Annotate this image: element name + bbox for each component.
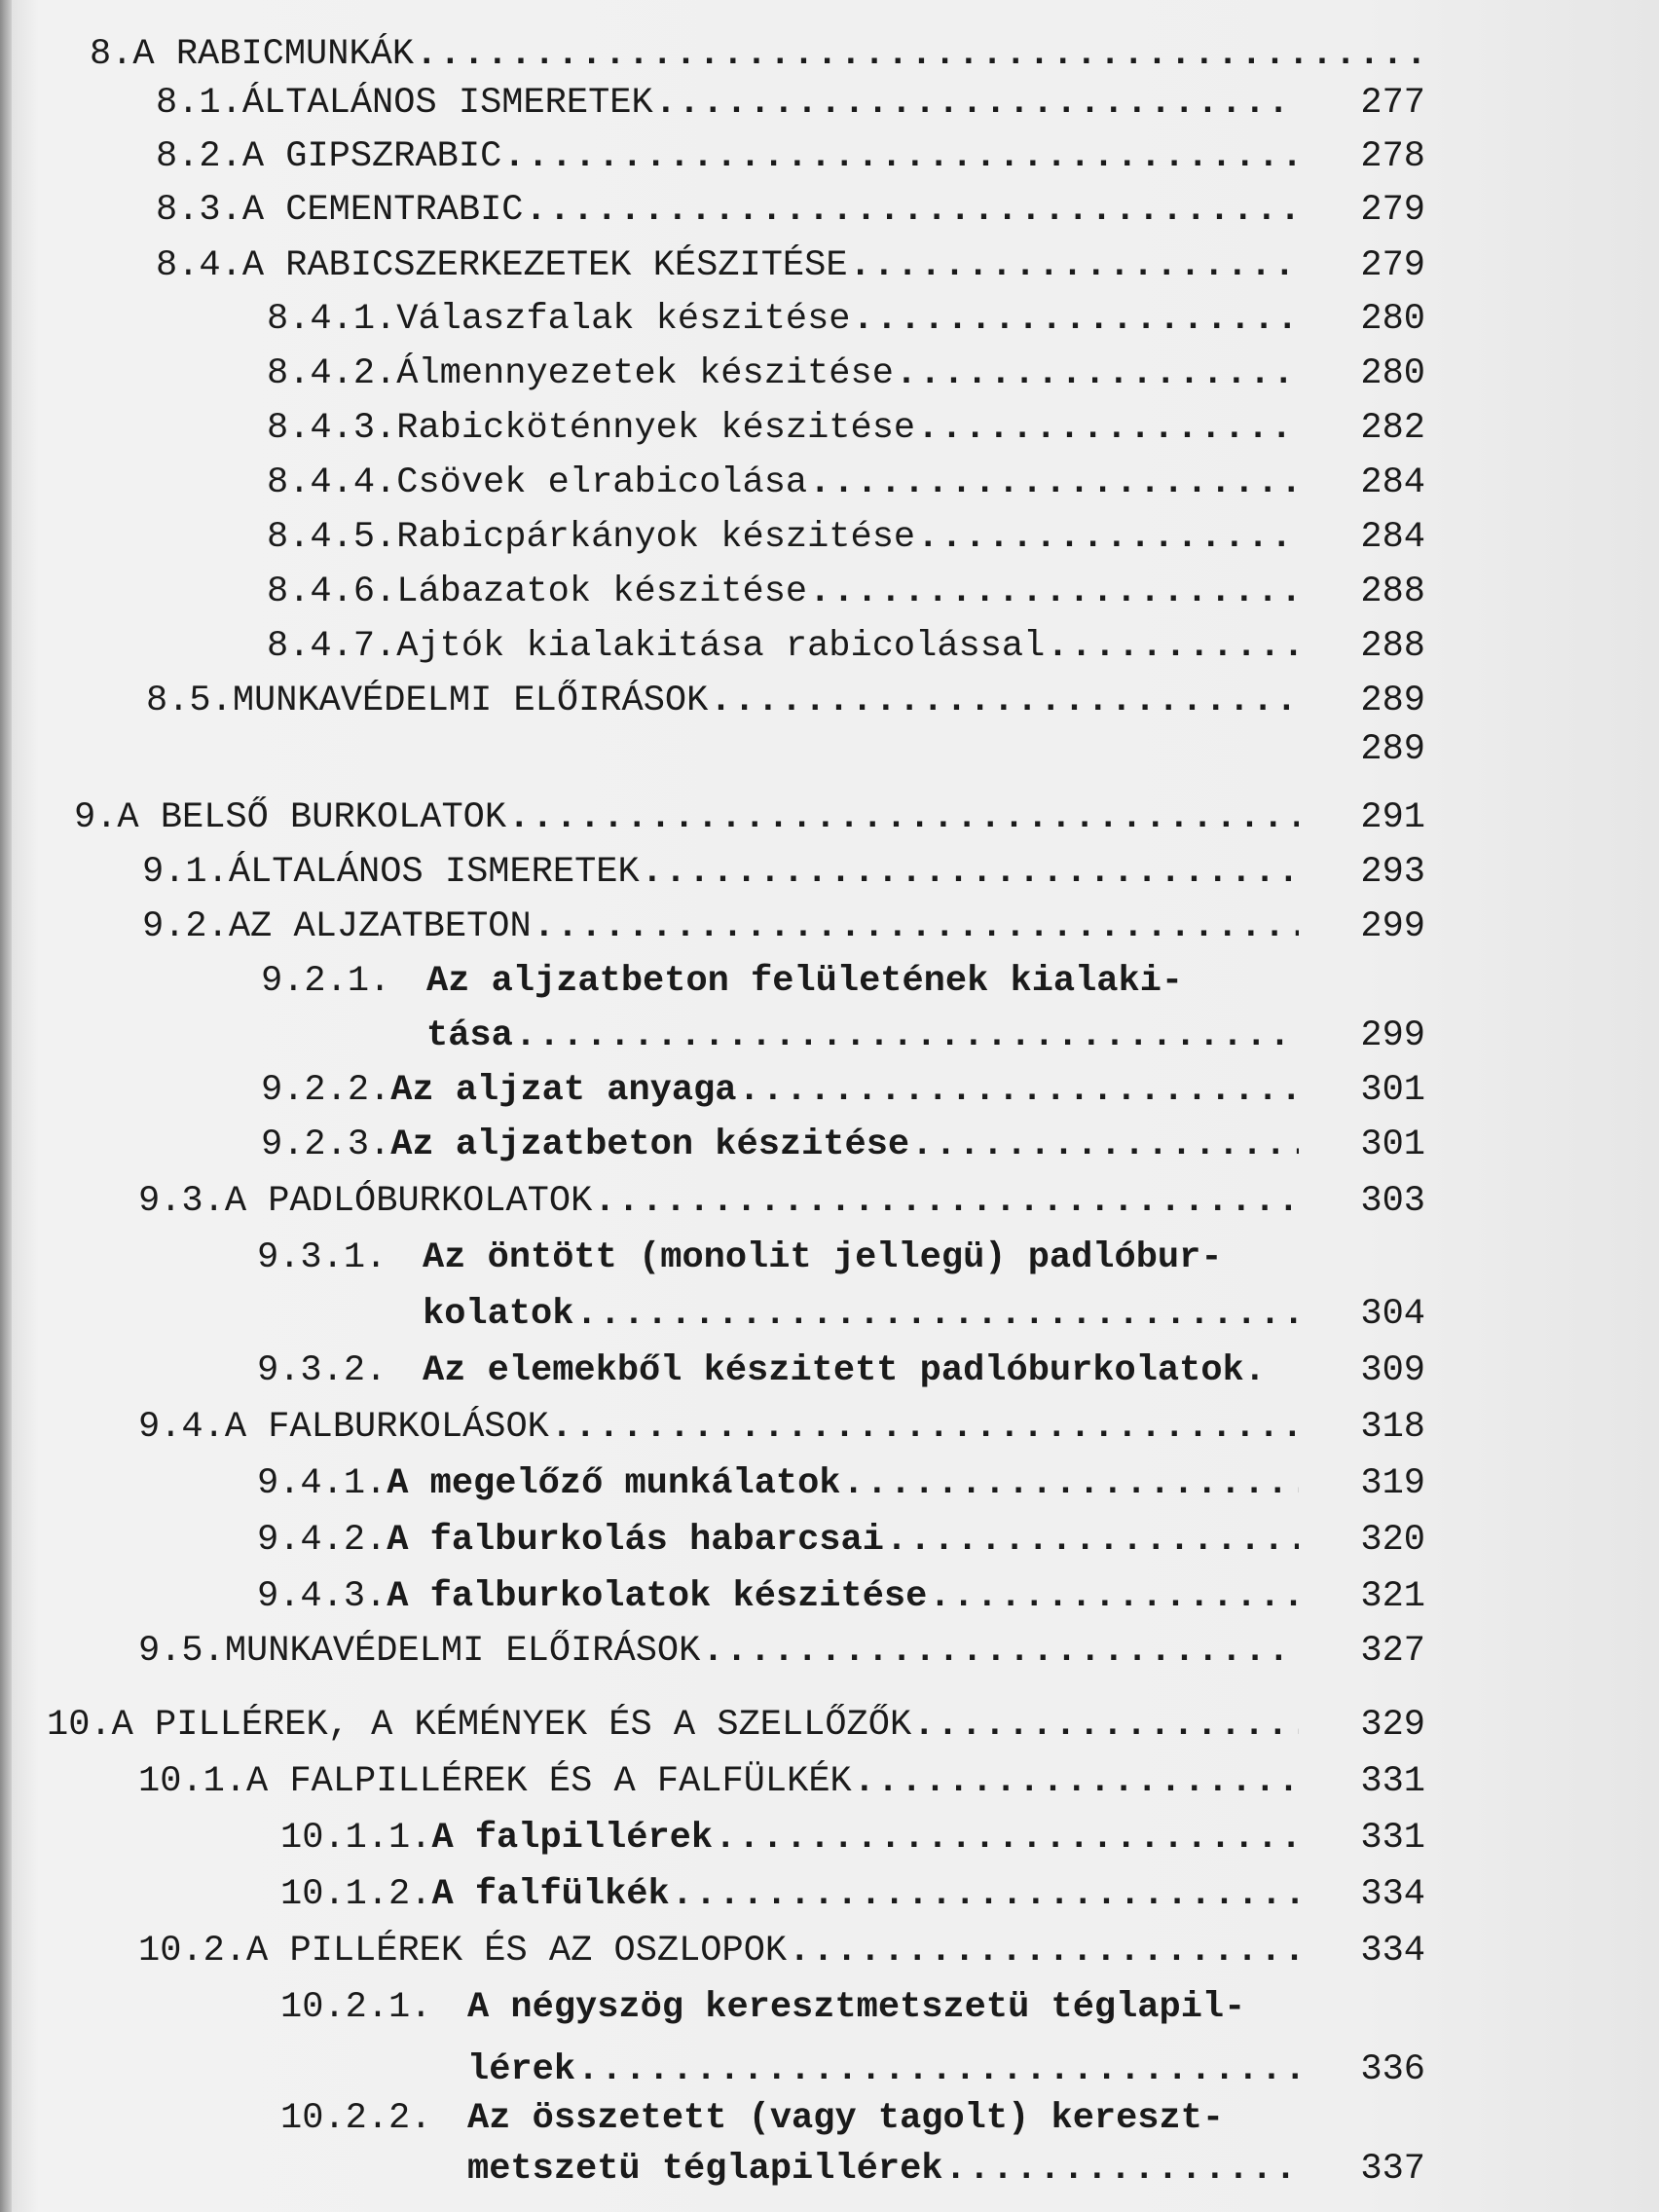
toc-page-number: 321 xyxy=(1360,1576,1425,1617)
toc-leader-dots xyxy=(911,1118,1299,1172)
toc-title: Rabicpárkányok készitése xyxy=(396,517,916,558)
toc-entry xyxy=(257,1231,1425,1285)
toc-title: lérek xyxy=(467,2049,576,2090)
toc-leader-dots xyxy=(809,565,1299,619)
toc-number: 8.5. xyxy=(146,681,233,721)
toc-leader-dots xyxy=(917,401,1299,456)
toc-page-number: 299 xyxy=(1360,906,1425,947)
toc-leader-dots xyxy=(642,845,1299,900)
toc-number: 9.4.2. xyxy=(257,1520,387,1561)
toc-title: A PILLÉREK, A KÉMÉNYEK ÉS A SZELLŐZŐK xyxy=(111,1705,912,1746)
toc-number: 8.4.5. xyxy=(267,517,397,558)
toc-title: MUNKAVÉDELMI ELŐIRÁSOK xyxy=(232,681,709,721)
toc-entry xyxy=(156,129,1425,184)
toc-title: A BELSŐ BURKOLATOK xyxy=(117,797,507,838)
toc-entry xyxy=(257,1456,1425,1511)
toc-number: 9.3.2. xyxy=(257,1350,387,1391)
toc-leader-dots xyxy=(575,1287,1299,1342)
toc-number: 9.4. xyxy=(138,1407,225,1448)
toc-title: AZ ALJZATBETON xyxy=(228,906,532,947)
toc-number: 10.1. xyxy=(138,1761,247,1802)
toc-leader-dots xyxy=(672,1867,1299,1922)
toc-number: 8.1. xyxy=(156,83,242,124)
toc-entry xyxy=(267,401,1425,456)
toc-title: A PADLÓBURKOLATOK xyxy=(224,1181,593,1222)
toc-page-number: 319 xyxy=(1360,1463,1425,1504)
toc-entry xyxy=(138,1754,1425,1809)
toc-number: 9. xyxy=(74,797,118,838)
toc-title: A négyszög keresztmetszetü téglapil- xyxy=(467,1987,1246,2028)
toc-page-number: 301 xyxy=(1360,1070,1425,1111)
toc-leader-dots xyxy=(789,1924,1299,1978)
toc-number: 9.4.3. xyxy=(257,1576,387,1617)
toc-leader-dots xyxy=(853,292,1299,347)
toc-title: A megelőző munkálatok xyxy=(387,1463,841,1504)
toc-leader-dots xyxy=(850,239,1299,293)
toc-entry-continuation xyxy=(467,2043,1425,2097)
toc-entry xyxy=(142,845,1425,900)
toc-leader-dots xyxy=(655,76,1299,130)
toc-title: A falburkolatok készitése xyxy=(387,1576,928,1617)
toc-title: A RABICMUNKÁK xyxy=(132,34,415,75)
toc-title: A FALBURKOLÁSOK xyxy=(224,1407,549,1448)
toc-page-number: 320 xyxy=(1360,1520,1425,1561)
toc-number: 9.2.2. xyxy=(261,1070,391,1111)
toc-leader-dots xyxy=(594,1174,1299,1229)
toc-title: kolatok xyxy=(423,1294,574,1335)
toc-number: 8.4.4. xyxy=(267,462,397,503)
toc-title: Csövek elrabicolása xyxy=(396,462,808,503)
toc-number: 9.4.1. xyxy=(257,1463,387,1504)
toc-leader-dots xyxy=(944,2142,1299,2196)
toc-entry xyxy=(74,791,1425,845)
toc-title: Álmennyezetek készitése xyxy=(396,353,894,394)
toc-number: 9.3.1. xyxy=(257,1237,387,1278)
toc-page-number: 327 xyxy=(1360,1631,1425,1672)
toc-number: 10.1.2. xyxy=(280,1874,432,1915)
toc-page-number: 284 xyxy=(1360,517,1425,558)
toc-leader-dots xyxy=(913,1698,1299,1752)
toc-leader-dots xyxy=(515,1009,1299,1063)
toc-number: 8. xyxy=(90,34,133,75)
toc-leader-dots xyxy=(886,1513,1299,1567)
toc-entry xyxy=(280,1811,1425,1865)
toc-leader-dots xyxy=(503,129,1299,184)
toc-entry xyxy=(138,1924,1425,1978)
toc-page-number: 289 xyxy=(1360,729,1425,770)
toc-title: Az aljzat anyaga xyxy=(390,1070,737,1111)
toc-title: Az elemekből készitett padlóburkolatok. xyxy=(423,1350,1266,1391)
toc-page-number: 336 xyxy=(1360,2049,1425,2090)
toc-page-number: 291 xyxy=(1360,797,1425,838)
toc-page-number: 284 xyxy=(1360,462,1425,503)
toc-page-number: 280 xyxy=(1360,353,1425,394)
toc-page-number: 278 xyxy=(1360,136,1425,177)
toc-page-number: 334 xyxy=(1360,1931,1425,1972)
toc-number: 8.4.2. xyxy=(267,353,397,394)
toc-number: 8.4.7. xyxy=(267,626,397,667)
toc-entry xyxy=(261,954,1425,1009)
toc-leader-dots xyxy=(917,510,1299,565)
toc-entry xyxy=(267,565,1425,619)
toc-leader-dots xyxy=(577,2043,1299,2097)
toc-number: 10.2. xyxy=(138,1931,247,1972)
toc-page-number: 304 xyxy=(1360,1294,1425,1335)
toc-entry xyxy=(257,1569,1425,1624)
toc-leader-dots xyxy=(551,1400,1299,1455)
toc-entry xyxy=(267,292,1425,347)
toc-entry xyxy=(156,239,1425,293)
toc-entry xyxy=(267,347,1425,401)
toc-page-number: 309 xyxy=(1360,1350,1425,1391)
toc-page-number: 329 xyxy=(1360,1705,1425,1746)
toc-number: 8.4.6. xyxy=(267,571,397,612)
toc-page-number: 288 xyxy=(1360,626,1425,667)
toc-entry xyxy=(156,183,1425,238)
toc-page-number: 282 xyxy=(1360,408,1425,449)
toc-page-number: 301 xyxy=(1360,1124,1425,1165)
toc-title: Az összetett (vagy tagolt) kereszt- xyxy=(467,2098,1225,2139)
toc-entry xyxy=(267,619,1425,674)
toc-number: 9.2.3. xyxy=(261,1124,391,1165)
toc-leader-dots xyxy=(525,183,1299,238)
toc-number: 9.5. xyxy=(138,1631,225,1672)
toc-entry xyxy=(261,1063,1425,1118)
toc-entry-continuation xyxy=(467,2142,1425,2196)
toc-entry xyxy=(257,1344,1425,1398)
toc-title: A falfülkék xyxy=(431,1874,670,1915)
toc-title: ÁLTALÁNOS ISMERETEK xyxy=(228,852,640,893)
toc-entry xyxy=(261,1118,1425,1172)
toc-leader-dots xyxy=(715,1811,1299,1865)
toc-title: A CEMENTRABIC xyxy=(241,190,524,231)
toc-title: Az aljzatbeton készitése xyxy=(390,1124,910,1165)
toc-leader-dots xyxy=(1047,619,1299,674)
toc-entry xyxy=(90,27,1425,82)
toc-leader-dots xyxy=(896,347,1299,401)
toc-entry xyxy=(138,1624,1425,1678)
toc-leader-dots xyxy=(809,456,1299,510)
toc-title: A FALPILLÉREK ÉS A FALFÜLKÉK xyxy=(246,1761,852,1802)
toc-page-number: 289 xyxy=(1360,681,1425,721)
toc-entry-continuation xyxy=(423,1287,1425,1342)
toc-leader-dots xyxy=(702,1624,1299,1678)
toc-number: 8.3. xyxy=(156,190,242,231)
toc-title: A falpillérek xyxy=(431,1818,714,1859)
toc-number: 9.2.1. xyxy=(261,961,391,1002)
toc-entry xyxy=(138,1174,1425,1229)
toc-entry xyxy=(280,1867,1425,1922)
toc-entry xyxy=(257,1513,1425,1567)
toc-title: MUNKAVÉDELMI ELŐIRÁSOK xyxy=(224,1631,701,1672)
toc-title: A falburkolás habarcsai xyxy=(387,1520,884,1561)
toc-number: 10.1.1. xyxy=(280,1818,432,1859)
toc-leader-dots xyxy=(854,1754,1299,1809)
toc-title: Ajtók kialakitása rabicolással xyxy=(396,626,1046,667)
toc-entry xyxy=(146,722,1425,777)
toc-entry xyxy=(156,76,1425,130)
toc-page-number: 277 xyxy=(1360,83,1425,124)
toc-number: 10.2.2. xyxy=(280,2098,432,2139)
toc-page-number: 337 xyxy=(1360,2149,1425,2190)
toc-number: 8.2. xyxy=(156,136,242,177)
toc-entry xyxy=(267,510,1425,565)
toc-number: 8.4. xyxy=(156,245,242,286)
toc-title: Az aljzatbeton felületének kialaki- xyxy=(426,961,1184,1002)
toc-title: Válaszfalak készitése xyxy=(396,299,851,340)
toc-title: tása xyxy=(426,1015,513,1056)
toc-entry xyxy=(280,2091,1425,2146)
toc-title: A GIPSZRABIC xyxy=(241,136,502,177)
toc-page-number: 331 xyxy=(1360,1818,1425,1859)
toc-page-number: 299 xyxy=(1360,1015,1425,1056)
toc-title: A RABICSZERKEZETEK KÉSZITÉSE xyxy=(241,245,848,286)
book-binding-shadow xyxy=(0,0,12,2212)
toc-leader-dots xyxy=(534,900,1299,954)
toc-title: Rabicköténnyek készitése xyxy=(396,408,916,449)
toc-number: 9.2. xyxy=(142,906,229,947)
toc-entry xyxy=(47,1698,1425,1752)
toc-number: 10.2.1. xyxy=(280,1987,432,2028)
toc-number: 8.4.3. xyxy=(267,408,397,449)
toc-leader-dots xyxy=(710,674,1299,728)
toc-entry xyxy=(267,456,1425,510)
toc-entry xyxy=(146,674,1425,728)
toc-page-number: 279 xyxy=(1360,245,1425,286)
toc-title: A PILLÉREK ÉS AZ OSZLOPOK xyxy=(246,1931,788,1972)
toc-entry xyxy=(138,1400,1425,1455)
toc-leader-dots xyxy=(416,27,1425,82)
toc-page-number: 331 xyxy=(1360,1761,1425,1802)
toc-number: 9.1. xyxy=(142,852,229,893)
toc-page-number: 288 xyxy=(1360,571,1425,612)
toc-leader-dots xyxy=(739,1063,1300,1118)
toc-number: 10. xyxy=(47,1705,112,1746)
toc-title: Lábazatok készitése xyxy=(396,571,808,612)
toc-entry xyxy=(142,900,1425,954)
toc-title: metszetü téglapillérek xyxy=(467,2149,943,2190)
toc-leader-dots xyxy=(843,1456,1299,1511)
toc-page-number: 318 xyxy=(1360,1407,1425,1448)
toc-page-number: 293 xyxy=(1360,852,1425,893)
toc-title: ÁLTALÁNOS ISMERETEK xyxy=(241,83,653,124)
toc-leader-dots xyxy=(508,791,1299,845)
toc-page-number: 334 xyxy=(1360,1874,1425,1915)
toc-entry-continuation xyxy=(426,1009,1425,1063)
toc-number: 8.4.1. xyxy=(267,299,397,340)
toc-page-number: 280 xyxy=(1360,299,1425,340)
toc-page-number: 279 xyxy=(1360,190,1425,231)
toc-page-number: 303 xyxy=(1360,1181,1425,1222)
toc-number: 9.3. xyxy=(138,1181,225,1222)
toc-entry xyxy=(280,1980,1425,2035)
toc-leader-dots xyxy=(929,1569,1299,1624)
toc-title: Az öntött (monolit jellegü) padlóbur- xyxy=(423,1237,1223,1278)
